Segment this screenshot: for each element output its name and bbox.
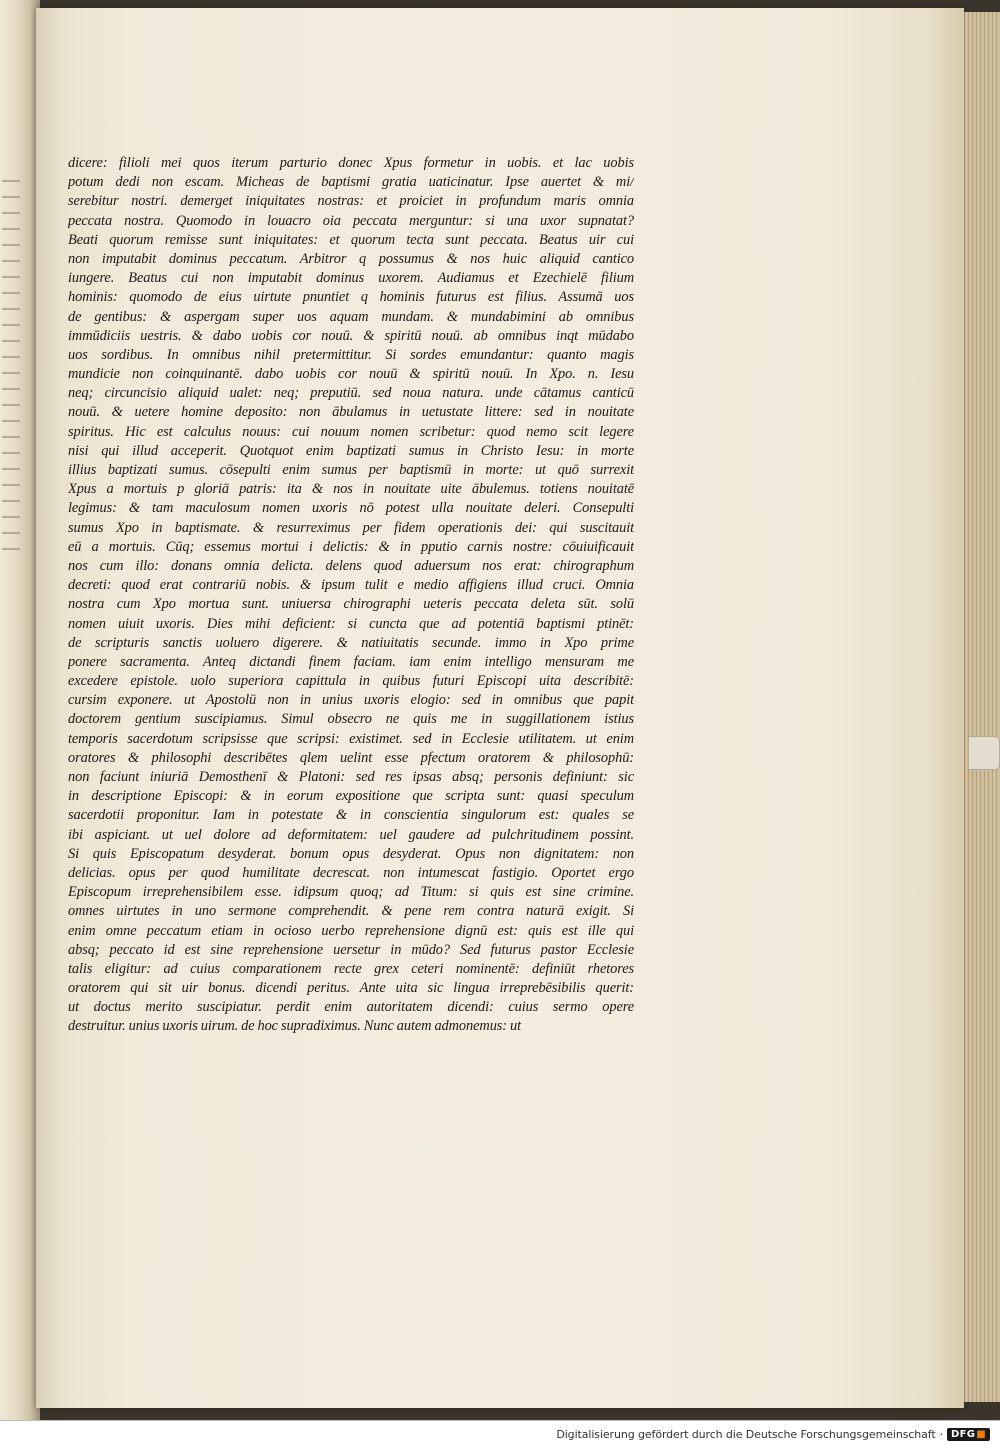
text-line: serebitur nostri. demerget iniquitates nostras: et proiciet in profundum maris omnia: [68, 193, 634, 210]
text-line: enim omne peccatum etiam in ocioso uerbo reprehensione dignū est: quis est ille qui: [68, 922, 634, 939]
text-line: dicere: filioli mei quos iterum parturio donec Xpus formetur in uobis. et lac uobis: [68, 155, 634, 171]
text-line: mundicie non coinquinantē. dabo uobis cor nouū & spiritū nouū. In Xpo. n. Iesu: [68, 366, 634, 383]
page-text-block: [68, 154, 634, 1037]
footer-separator-dot: ·: [939, 1428, 943, 1441]
text-line: iungere. Beatus cui non imputabit dominus uxorem. Audiamus et Ezechielē filium: [68, 270, 634, 287]
text-line: omnes uirtutes in uno sermone comprehendit. & pene rem contra naturā exigit. Si: [68, 903, 634, 920]
text-line: potum dedi non escam. Micheas de baptismi gratia uaticinatur. Ipse auertet & mi/: [68, 174, 634, 191]
text-line: immūdiciis uestris. & dabo uobis cor nouū. & spiritū nouū. ab omnibus inqt mūdabo: [68, 327, 634, 344]
text-line: delicias. opus per quod humilitate decrescat. non intumescat fastigio. Oportet ergo: [68, 864, 634, 881]
text-line: talis eligitur: ad cuius comparationem recte grex ceteri nominentē: definiūt rhetores: [68, 960, 634, 977]
text-line: doctorem gentium suscipiamus. Simul obsecro ne quis me in suggillationem istius: [68, 711, 634, 728]
text-line: uos sordibus. In omnibus nihil pretermittitur. Si sordes emundantur: quanto magis: [68, 346, 634, 363]
text-line: nos cum illo: donans omnia delicta. delens quod aduersum nos erat: chirographum: [68, 557, 634, 574]
dfg-logo-text: DFG: [951, 1429, 976, 1440]
text-line: Si quis Episcopatum desyderat. bonum opus desyderat. Opus non dignitatem: non: [68, 845, 634, 862]
bookmark-tab: [968, 736, 1000, 770]
text-line: sumus Xpo in baptismate. & resurreximus per fidem operationis dei: qui suscitauit: [68, 519, 634, 536]
text-line: in descriptione Episcopi: & in eorum expositione que scripta sunt: quasi speculum: [68, 788, 634, 805]
text-line: destruitur. unius uxoris uirum. de hoc supradiximus. Nunc autem admonemus: ut: [68, 1018, 521, 1035]
text-line: nomen uiuit uxoris. Dies mihi deficient: si cuncta que ad potentiā baptismi ptinēt:: [68, 615, 634, 632]
text-line: non imputabit dominus peccatum. Arbitror q possumus & nos huic aliquid cantico: [68, 250, 634, 267]
text-line: sacerdotii proponitur. Iam in potestate & in conscientia singulorum est: quales se: [68, 807, 634, 824]
funding-note: Digitalisierung gefördert durch die Deutsche Forschungsgemeinschaft: [556, 1428, 936, 1441]
text-line: Episcopum irreprehensibilem esse. idipsum quoq; ad Titum: si quis est sine crimine.: [68, 884, 634, 901]
text-line: decreti: quod erat contrariū nobis. & ipsum tulit e medio affigiens illud cruci. Omnia: [68, 577, 634, 594]
text-line: non faciunt iniuriā Demosthenī & Platoni: sed res ipsas absq; personis definiunt: sic: [68, 769, 634, 785]
text-line: Xpus a mortuis p gloriā patris: ita & nos in nouitate uite ābulemus. totiens nouitatē: [68, 481, 634, 498]
text-line: de scripturis sanctis uoluero digerere. & natiuitatis secunde. immo in Xpo prime: [68, 634, 634, 651]
text-line: Beati quorum remisse sunt iniquitates: et quorum tecta sunt peccata. Beatus uir cui: [68, 231, 634, 248]
text-line: nisi qui illud acceperit. Quotquot enim baptizati sumus in Christo Iesu: in morte: [68, 442, 634, 459]
text-line: hominis: quomodo de eius uirtute pnuntiet q hominis futurus est filius. Assumā uos: [68, 289, 634, 306]
text-line: legimus: & tam maculosum nomen uxoris nō potest ulla nouitate deleri. Consepulti: [68, 500, 634, 517]
text-line: cursim exponere. ut Apostolū non in unius uxoris elogio: sed in omnibus que papit: [68, 692, 634, 709]
text-line: ibi aspiciant. ut uel dolore ad deformitatem: uel gaudere ad pulchritudinem possint.: [68, 826, 634, 843]
footer-bar: [0, 1420, 1000, 1448]
text-line: nouū. & uetere homine deposito: non ābulamus in uetustate littere: sed in nouitate: [68, 404, 634, 421]
dfg-logo: [947, 1428, 990, 1441]
text-line: oratores & philosophi describētes qlem uelint esse pfectum oratorem & philosophū:: [68, 749, 634, 766]
text-line: oratorem qui sit uir bonus. dicendi peritus. Ante uita sic lingua irreprebēsibilis querit:: [68, 980, 634, 997]
text-line: spiritus. Hic est calculus nouus: cui nouum nomen scribetur: quod nemo scit legere: [68, 423, 634, 440]
text-line: eū a mortuis. Cūq; essemus mortui i delictis: & in pputio carnis nostre: cōuiuificauit: [68, 538, 634, 555]
text-line: neq; circuncisio aliquid ualet: neq; preputiū. sed noua natura. unde cātamus canticū: [68, 385, 634, 402]
left-page-gutter: [0, 0, 40, 1420]
text-line: nostra cum Xpo mortua sunt. uniuersa chirographi ueteris peccata deleta sūt. solū: [68, 596, 634, 613]
dfg-logo-dot-icon: ■: [976, 1429, 986, 1440]
text-line: ponere sacramenta. Anteq dictandi finem faciam. iam enim intelligo mensuram me: [68, 653, 634, 670]
text-line: ut doctus merito suscipiatur. perdit enim autoritatem dicendi: cuius sermo opere: [68, 999, 634, 1016]
text-line: illius baptizati sumus. cōsepulti enim sumus per baptismū in morte: ut quō surrexit: [68, 462, 634, 478]
text-line: de gentibus: & aspergam super uos aquam mundam. & mundabimini ab omnibus: [68, 308, 634, 325]
page-edges: [964, 12, 1000, 1402]
text-line: temporis sacerdotum scripsisse que scripsi: existimet. sed in Ecclesie utilitatem. ut enim: [68, 730, 634, 747]
text-line: peccata nostra. Quomodo in louacro oia peccata merguntur: si una uxor supnatat?: [68, 212, 634, 229]
gutter-marks: [2, 180, 20, 550]
text-line: absq; peccato id est sine reprehensione uersetur in mūdo? Sed futurus pastor Ecclesie: [68, 941, 634, 958]
text-line: excedere epistole. uolo superiora capittula in quibus futuri Episcopi uita describitē:: [68, 673, 634, 690]
